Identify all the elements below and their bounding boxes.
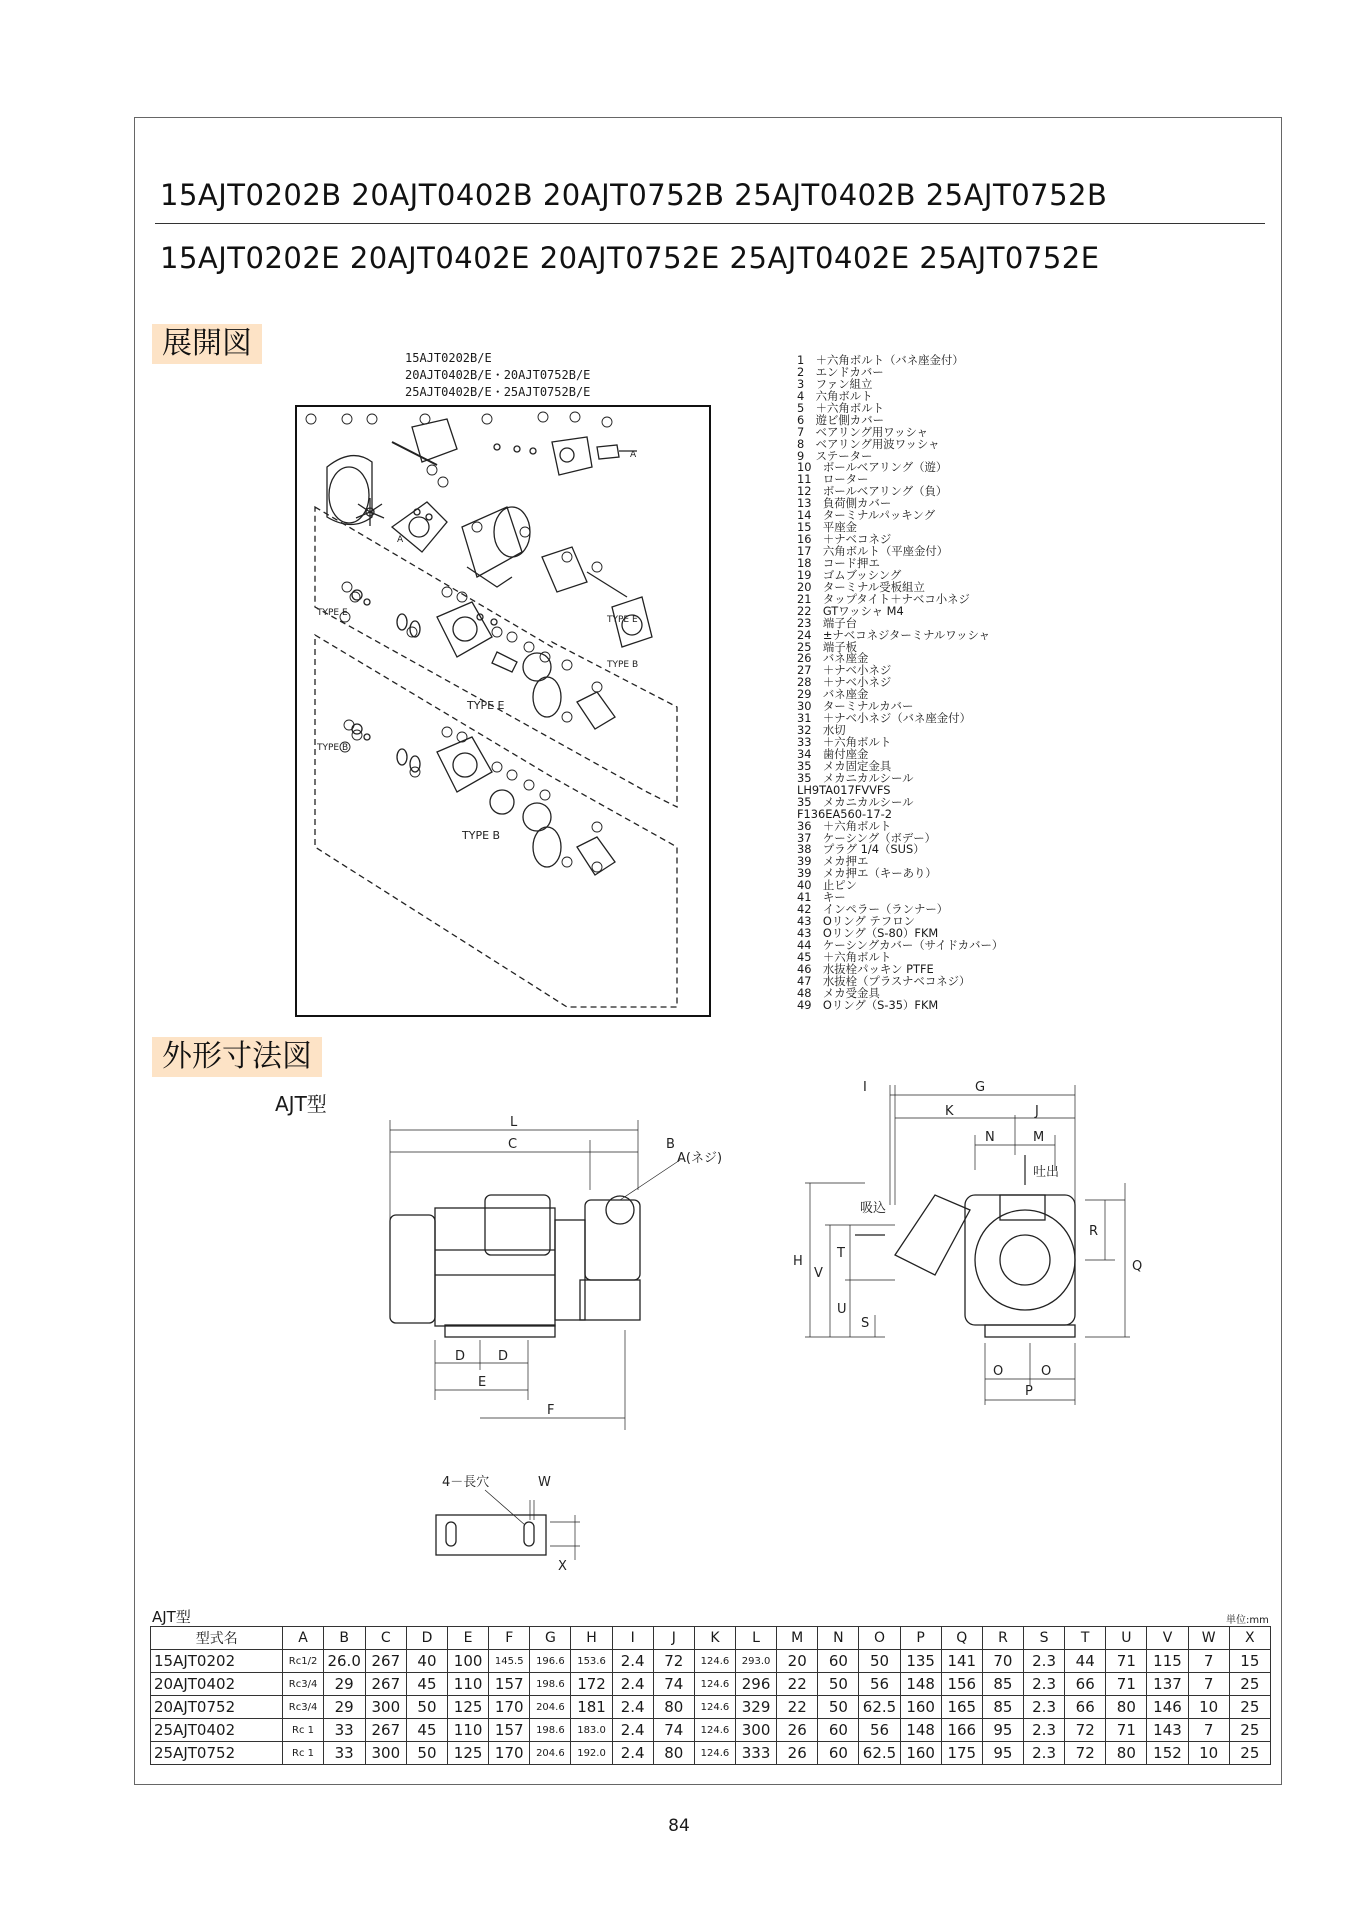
table-cell: 153.6 bbox=[571, 1650, 612, 1673]
table-header-cell: 型式名 bbox=[151, 1627, 283, 1650]
table-cell: 60 bbox=[818, 1742, 859, 1765]
unit-note: 単位:mm bbox=[1226, 1615, 1269, 1626]
table-cell: 50 bbox=[818, 1696, 859, 1719]
table-cell: Rc3/4 bbox=[283, 1696, 323, 1719]
front-view-drawing bbox=[380, 1100, 760, 1430]
table-cell: 166 bbox=[941, 1719, 982, 1742]
parts-list-item: 13 負荷側カバー bbox=[797, 496, 892, 511]
parts-list-item: 17 六角ボルト（平座金付） bbox=[797, 544, 949, 558]
table-row bbox=[151, 1742, 1271, 1765]
table-cell: 198.6 bbox=[530, 1673, 571, 1696]
dim-E: E bbox=[478, 1375, 487, 1390]
parts-list-item: 35 メカ固定金具 bbox=[797, 758, 892, 773]
parts-list-item: 5 ＋六角ボルト bbox=[797, 400, 884, 415]
parts-list-item: 33 ＋六角ボルト bbox=[797, 735, 892, 749]
table-cell: 198.6 bbox=[530, 1719, 571, 1742]
table-cell: 172 bbox=[571, 1673, 612, 1696]
table-cell: 10 bbox=[1188, 1696, 1229, 1719]
table-cell: 80 bbox=[1106, 1696, 1147, 1719]
parts-list-item: 12 ボールベアリング（負） bbox=[797, 484, 948, 499]
parts-list-item: 36 ＋六角ボルト bbox=[797, 818, 892, 833]
table-cell: 124.6 bbox=[694, 1719, 735, 1742]
parts-list-item: LH9TA017FVVFS bbox=[797, 782, 891, 797]
table-cell: 148 bbox=[900, 1719, 941, 1742]
table-cell: 157 bbox=[489, 1719, 530, 1742]
table-cell: 160 bbox=[900, 1742, 941, 1765]
table-cell: 125 bbox=[448, 1742, 489, 1765]
parts-list-item: 38 プラグ 1/4（SUS） bbox=[797, 842, 925, 857]
table-cell: 10 bbox=[1188, 1742, 1229, 1765]
parts-list-item: 46 水抜栓パッキン PTFE bbox=[797, 961, 934, 976]
dim-H: H bbox=[793, 1254, 803, 1269]
parts-list-item: 3 ファン組立 bbox=[797, 376, 873, 391]
table-cell: 300 bbox=[736, 1719, 777, 1742]
table-cell: 60 bbox=[818, 1719, 859, 1742]
parts-list-item: 39 メカ押エ（キーあり） bbox=[797, 866, 937, 881]
dim-U: U bbox=[837, 1302, 847, 1317]
parts-list-item: 20 ターミナル受板組立 bbox=[797, 579, 925, 594]
table-cell: 45 bbox=[406, 1673, 447, 1696]
outline-sub-label: AJT型 bbox=[275, 1092, 327, 1116]
table-header-cell: K bbox=[694, 1627, 735, 1650]
table-cell: 152 bbox=[1147, 1742, 1188, 1765]
slot-detail-drawing bbox=[430, 1470, 610, 1580]
table-model-cell: 15AJT0202 bbox=[151, 1650, 283, 1673]
parts-list-item: F136EA560-17-2 bbox=[797, 806, 892, 821]
table-cell: 25 bbox=[1229, 1719, 1270, 1742]
parts-list-item: 29 バネ座金 bbox=[797, 687, 869, 702]
table-cell: 25 bbox=[1229, 1742, 1270, 1765]
table-header-cell: U bbox=[1106, 1627, 1147, 1650]
table-header-cell: I bbox=[612, 1627, 653, 1650]
table-cell: 60 bbox=[818, 1650, 859, 1673]
table-cell: 33 bbox=[323, 1742, 365, 1765]
exploded-view-header: 展開図 bbox=[152, 324, 262, 364]
table-cell: 71 bbox=[1106, 1673, 1147, 1696]
table-cell: 80 bbox=[653, 1742, 694, 1765]
parts-list-item: 30 ターミナルカバー bbox=[797, 699, 914, 714]
page-number: 84 bbox=[668, 1816, 690, 1836]
dim-B: B bbox=[666, 1137, 675, 1152]
table-cell: 170 bbox=[489, 1742, 530, 1765]
table-cell: 110 bbox=[448, 1719, 489, 1742]
dim-O-left: O bbox=[993, 1364, 1004, 1379]
dim-S: S bbox=[861, 1316, 870, 1331]
table-cell: 45 bbox=[406, 1719, 447, 1742]
parts-list-item: 15 平座金 bbox=[797, 520, 858, 535]
table-cell: 333 bbox=[736, 1742, 777, 1765]
table-cell: 7 bbox=[1188, 1650, 1229, 1673]
svg-text:TYPE B: TYPE B bbox=[607, 660, 639, 670]
table-cell: 50 bbox=[859, 1650, 900, 1673]
parts-list-item: 14 ターミナルパッキング bbox=[797, 508, 936, 523]
parts-list-item: 8 ベアリング用波ワッシャ bbox=[797, 436, 940, 451]
table-cell: 85 bbox=[982, 1696, 1023, 1719]
side-view-drawing bbox=[785, 1075, 1165, 1435]
dim-D-right: D bbox=[498, 1349, 509, 1364]
table-cell: 143 bbox=[1147, 1719, 1188, 1742]
model-note-line: 25AJT0402B/E・25AJT0752B/E bbox=[405, 385, 591, 399]
table-cell: 145.5 bbox=[489, 1650, 530, 1673]
svg-text:TYPE E: TYPE E bbox=[317, 608, 348, 618]
parts-list-item: 41 キー bbox=[797, 890, 846, 905]
parts-list-item: 44 ケーシングカバー（サイドカバー） bbox=[797, 937, 1004, 952]
table-header-cell: O bbox=[859, 1627, 900, 1650]
table-cell: 80 bbox=[653, 1696, 694, 1719]
table-header-cell: F bbox=[489, 1627, 530, 1650]
slot-label: 4－長穴 bbox=[442, 1475, 490, 1490]
table-cell: 293.0 bbox=[736, 1650, 777, 1673]
table-cell: 124.6 bbox=[694, 1696, 735, 1719]
parts-list-item: 48 メカ受金具 bbox=[797, 985, 880, 1000]
table-cell: 29 bbox=[323, 1673, 365, 1696]
table-cell: 74 bbox=[653, 1673, 694, 1696]
dim-X: X bbox=[558, 1559, 567, 1574]
table-cell: 170 bbox=[489, 1696, 530, 1719]
table-cell: 300 bbox=[365, 1696, 406, 1719]
spec-table bbox=[150, 1626, 1271, 1765]
table-cell: 124.6 bbox=[694, 1650, 735, 1673]
dim-G: G bbox=[975, 1080, 986, 1095]
model-note-line: 15AJT0202B/E bbox=[405, 351, 492, 365]
model-note-line: 20AJT0402B/E・20AJT0752B/E bbox=[405, 368, 591, 382]
table-cell: 137 bbox=[1147, 1673, 1188, 1696]
table-cell: 71 bbox=[1106, 1719, 1147, 1742]
table-cell: 72 bbox=[653, 1650, 694, 1673]
table-cell: 296 bbox=[736, 1673, 777, 1696]
svg-text:TYPE B: TYPE B bbox=[317, 743, 349, 753]
parts-list-item: 2 エンドカバー bbox=[797, 364, 884, 379]
parts-list-item: 19 ゴムブッシング bbox=[797, 567, 902, 582]
table-cell: 148 bbox=[900, 1673, 941, 1696]
parts-list-item: 49 Oリング（S-35）FKM bbox=[797, 997, 939, 1012]
table-cell: 20 bbox=[777, 1650, 818, 1673]
table-cell: 146 bbox=[1147, 1696, 1188, 1719]
parts-list-item: 16 ＋ナベコネジ bbox=[797, 532, 892, 547]
dim-N: N bbox=[985, 1130, 995, 1145]
discharge-label: 吐出 bbox=[1033, 1165, 1060, 1180]
table-header-cell: D bbox=[406, 1627, 447, 1650]
table-cell: 15 bbox=[1229, 1650, 1270, 1673]
table-cell: 267 bbox=[365, 1673, 406, 1696]
table-header-cell: X bbox=[1229, 1627, 1270, 1650]
table-cell: 300 bbox=[365, 1742, 406, 1765]
table-cell: 26 bbox=[777, 1742, 818, 1765]
dim-P: P bbox=[1025, 1384, 1033, 1399]
table-cell: 80 bbox=[1106, 1742, 1147, 1765]
exploded-diagram bbox=[295, 405, 711, 1017]
table-cell: 160 bbox=[900, 1696, 941, 1719]
table-cell: 100 bbox=[448, 1650, 489, 1673]
table-cell: 135 bbox=[900, 1650, 941, 1673]
table-cell: 267 bbox=[365, 1650, 406, 1673]
table-header-cell: T bbox=[1065, 1627, 1106, 1650]
dim-D-left: D bbox=[455, 1349, 466, 1364]
dim-C: C bbox=[508, 1137, 518, 1152]
table-cell: 2.4 bbox=[612, 1673, 653, 1696]
table-cell: 70 bbox=[982, 1650, 1023, 1673]
dim-W: W bbox=[538, 1475, 551, 1490]
table-cell: 66 bbox=[1065, 1696, 1106, 1719]
parts-list-item: 43 Oリング（S-80）FKM bbox=[797, 926, 939, 940]
table-cell: 183.0 bbox=[571, 1719, 612, 1742]
parts-list-item: 28 ＋ナベ小ネジ bbox=[797, 675, 892, 690]
table-cell: 181 bbox=[571, 1696, 612, 1719]
table-title: AJT型 bbox=[152, 1608, 191, 1626]
table-model-cell: 20AJT0402 bbox=[151, 1673, 283, 1696]
parts-list-item: 43 Oリング テフロン bbox=[797, 914, 915, 929]
table-cell: 157 bbox=[489, 1673, 530, 1696]
parts-list-item: 40 止ピン bbox=[797, 878, 858, 893]
table-cell: Rc3/4 bbox=[283, 1673, 323, 1696]
table-cell: 204.6 bbox=[530, 1696, 571, 1719]
parts-list-item: 4 六角ボルト bbox=[797, 388, 873, 403]
table-cell: 44 bbox=[1065, 1650, 1106, 1673]
parts-list-item: 18 コード押エ bbox=[797, 555, 880, 570]
svg-text:A: A bbox=[397, 535, 404, 545]
table-cell: 25 bbox=[1229, 1696, 1270, 1719]
table-cell: 95 bbox=[982, 1719, 1023, 1742]
suction-label: 吸込 bbox=[860, 1201, 887, 1216]
model-title-e: 15AJT0202E 20AJT0402E 20AJT0752E 25AJT0402E 25AJT0752E bbox=[160, 241, 1100, 275]
table-cell: 40 bbox=[406, 1650, 447, 1673]
table-header-cell: B bbox=[323, 1627, 365, 1650]
parts-list-item: 37 ケーシング（ボデー） bbox=[797, 830, 937, 845]
table-cell: 95 bbox=[982, 1742, 1023, 1765]
table-cell: 85 bbox=[982, 1673, 1023, 1696]
table-cell: 50 bbox=[818, 1673, 859, 1696]
table-cell: 22 bbox=[777, 1696, 818, 1719]
table-model-cell: 25AJT0752 bbox=[151, 1742, 283, 1765]
dim-L: L bbox=[510, 1115, 518, 1130]
table-cell: Rc 1 bbox=[283, 1742, 323, 1765]
table-cell: 141 bbox=[941, 1650, 982, 1673]
dim-V: V bbox=[814, 1266, 823, 1281]
table-cell: 22 bbox=[777, 1673, 818, 1696]
outline-dims-header: 外形寸法図 bbox=[152, 1037, 322, 1077]
table-header-cell: R bbox=[982, 1627, 1023, 1650]
table-cell: 50 bbox=[406, 1742, 447, 1765]
parts-list-item: 9 ステーター bbox=[797, 448, 873, 463]
dim-I: I bbox=[863, 1080, 867, 1095]
svg-text:TYPE E: TYPE E bbox=[607, 615, 638, 625]
table-cell: 2.3 bbox=[1024, 1742, 1065, 1765]
table-cell: 72 bbox=[1065, 1742, 1106, 1765]
table-header-cell: C bbox=[365, 1627, 406, 1650]
parts-list-item: 31 ＋ナベ小ネジ（バネ座金付） bbox=[797, 711, 971, 726]
table-header-cell: V bbox=[1147, 1627, 1188, 1650]
table-cell: 115 bbox=[1147, 1650, 1188, 1673]
table-cell: 50 bbox=[406, 1696, 447, 1719]
table-header-cell: L bbox=[736, 1627, 777, 1650]
table-cell: 71 bbox=[1106, 1650, 1147, 1673]
table-header-cell: A bbox=[283, 1627, 323, 1650]
table-row bbox=[151, 1719, 1271, 1742]
table-cell: 110 bbox=[448, 1673, 489, 1696]
parts-list-item: 32 水切 bbox=[797, 723, 846, 738]
dim-A: A(ネジ) bbox=[677, 1151, 723, 1166]
table-cell: 175 bbox=[941, 1742, 982, 1765]
table-cell: 156 bbox=[941, 1673, 982, 1696]
table-header-cell: Q bbox=[941, 1627, 982, 1650]
table-model-cell: 25AJT0402 bbox=[151, 1719, 283, 1742]
exploded-drawing bbox=[297, 407, 709, 1015]
parts-list-item: 35 メカニカルシール bbox=[797, 794, 914, 809]
table-cell: 2.4 bbox=[612, 1742, 653, 1765]
title-divider bbox=[155, 223, 1265, 224]
dim-Q: Q bbox=[1132, 1259, 1143, 1274]
table-cell: 329 bbox=[736, 1696, 777, 1719]
table-cell: 74 bbox=[653, 1719, 694, 1742]
dim-R: R bbox=[1089, 1224, 1099, 1239]
table-cell: 165 bbox=[941, 1696, 982, 1719]
table-cell: 33 bbox=[323, 1719, 365, 1742]
table-header-cell: P bbox=[900, 1627, 941, 1650]
table-cell: 196.6 bbox=[530, 1650, 571, 1673]
parts-list bbox=[797, 355, 1003, 1012]
parts-list-item: 21 タップタイト＋ナベコ小ネジ bbox=[797, 591, 970, 606]
parts-list-item: 23 端子台 bbox=[797, 615, 858, 630]
table-cell: 7 bbox=[1188, 1719, 1229, 1742]
table-cell: 2.3 bbox=[1024, 1696, 1065, 1719]
dim-T: T bbox=[837, 1246, 845, 1261]
table-header-cell: H bbox=[571, 1627, 612, 1650]
table-cell: Rc 1 bbox=[283, 1719, 323, 1742]
table-row bbox=[151, 1696, 1271, 1719]
table-header-cell: J bbox=[653, 1627, 694, 1650]
dim-J: J bbox=[1035, 1104, 1039, 1119]
table-header-cell: G bbox=[530, 1627, 571, 1650]
table-cell: 2.4 bbox=[612, 1719, 653, 1742]
parts-list-item: 6 遊ビ側カバー bbox=[797, 412, 884, 427]
svg-text:A: A bbox=[630, 450, 637, 460]
table-cell: 204.6 bbox=[530, 1742, 571, 1765]
table-cell: 56 bbox=[859, 1673, 900, 1696]
parts-list-item: 47 水抜栓（プラスナベコネジ） bbox=[797, 973, 971, 988]
table-cell: 124.6 bbox=[694, 1673, 735, 1696]
table-cell: 267 bbox=[365, 1719, 406, 1742]
table-cell: 2.4 bbox=[612, 1650, 653, 1673]
table-cell: 29 bbox=[323, 1696, 365, 1719]
table-cell: 62.5 bbox=[859, 1742, 900, 1765]
table-cell: 72 bbox=[1065, 1719, 1106, 1742]
parts-list-item: 24 ±ナベコネジターミナルワッシャ bbox=[797, 627, 991, 642]
table-cell: 62.5 bbox=[859, 1696, 900, 1719]
parts-list-item: 10 ボールベアリング（遊） bbox=[797, 460, 948, 475]
parts-list-item: 42 インペラー（ランナー） bbox=[797, 902, 949, 917]
parts-list-item: 7 ベアリング用ワッシャ bbox=[797, 424, 929, 439]
exploded-model-list bbox=[405, 350, 590, 401]
table-row bbox=[151, 1673, 1271, 1696]
dim-K: K bbox=[945, 1104, 954, 1119]
table-header-cell: E bbox=[448, 1627, 489, 1650]
table-cell: 56 bbox=[859, 1719, 900, 1742]
model-title-b: 15AJT0202B 20AJT0402B 20AJT0752B 25AJT0402B 25AJT0752B bbox=[160, 178, 1108, 212]
parts-list-item: 34 歯付座金 bbox=[797, 746, 869, 761]
parts-list-item: 39 メカ押エ bbox=[797, 854, 869, 869]
table-cell: 2.3 bbox=[1024, 1650, 1065, 1673]
svg-text:TYPE E: TYPE E bbox=[467, 699, 505, 712]
table-cell: 125 bbox=[448, 1696, 489, 1719]
dim-O-right: O bbox=[1041, 1364, 1052, 1379]
table-header-cell: M bbox=[777, 1627, 818, 1650]
table-model-cell: 20AJT0752 bbox=[151, 1696, 283, 1719]
parts-list-item: 27 ＋ナベ小ネジ bbox=[797, 663, 892, 678]
table-cell: 26 bbox=[777, 1719, 818, 1742]
table-cell: 2.4 bbox=[612, 1696, 653, 1719]
parts-list-item: 1 ＋六角ボルト（バネ座金付） bbox=[797, 353, 964, 367]
parts-list-item: 35 メカニカルシール bbox=[797, 770, 914, 785]
table-cell: 124.6 bbox=[694, 1742, 735, 1765]
table-header-row bbox=[151, 1627, 1271, 1650]
table-header-cell: W bbox=[1188, 1627, 1229, 1650]
table-header-cell: N bbox=[818, 1627, 859, 1650]
parts-list-item: 11 ローター bbox=[797, 472, 869, 487]
table-cell: 192.0 bbox=[571, 1742, 612, 1765]
parts-list-item: 26 バネ座金 bbox=[797, 651, 869, 666]
svg-text:TYPE B: TYPE B bbox=[462, 829, 501, 842]
table-cell: 26.0 bbox=[323, 1650, 365, 1673]
parts-list-item: 25 端子板 bbox=[797, 639, 858, 654]
table-cell: 2.3 bbox=[1024, 1673, 1065, 1696]
table-cell: Rc1/2 bbox=[283, 1650, 323, 1673]
dim-M: M bbox=[1033, 1130, 1045, 1145]
table-cell: 66 bbox=[1065, 1673, 1106, 1696]
dim-F: F bbox=[547, 1403, 555, 1418]
parts-list-item: 45 ＋六角ボルト bbox=[797, 949, 892, 964]
table-cell: 7 bbox=[1188, 1673, 1229, 1696]
table-cell: 25 bbox=[1229, 1673, 1270, 1696]
table-cell: 2.3 bbox=[1024, 1719, 1065, 1742]
parts-list-item: 22 GTワッシャ M4 bbox=[797, 603, 904, 618]
table-header-cell: S bbox=[1024, 1627, 1065, 1650]
table-row bbox=[151, 1650, 1271, 1673]
